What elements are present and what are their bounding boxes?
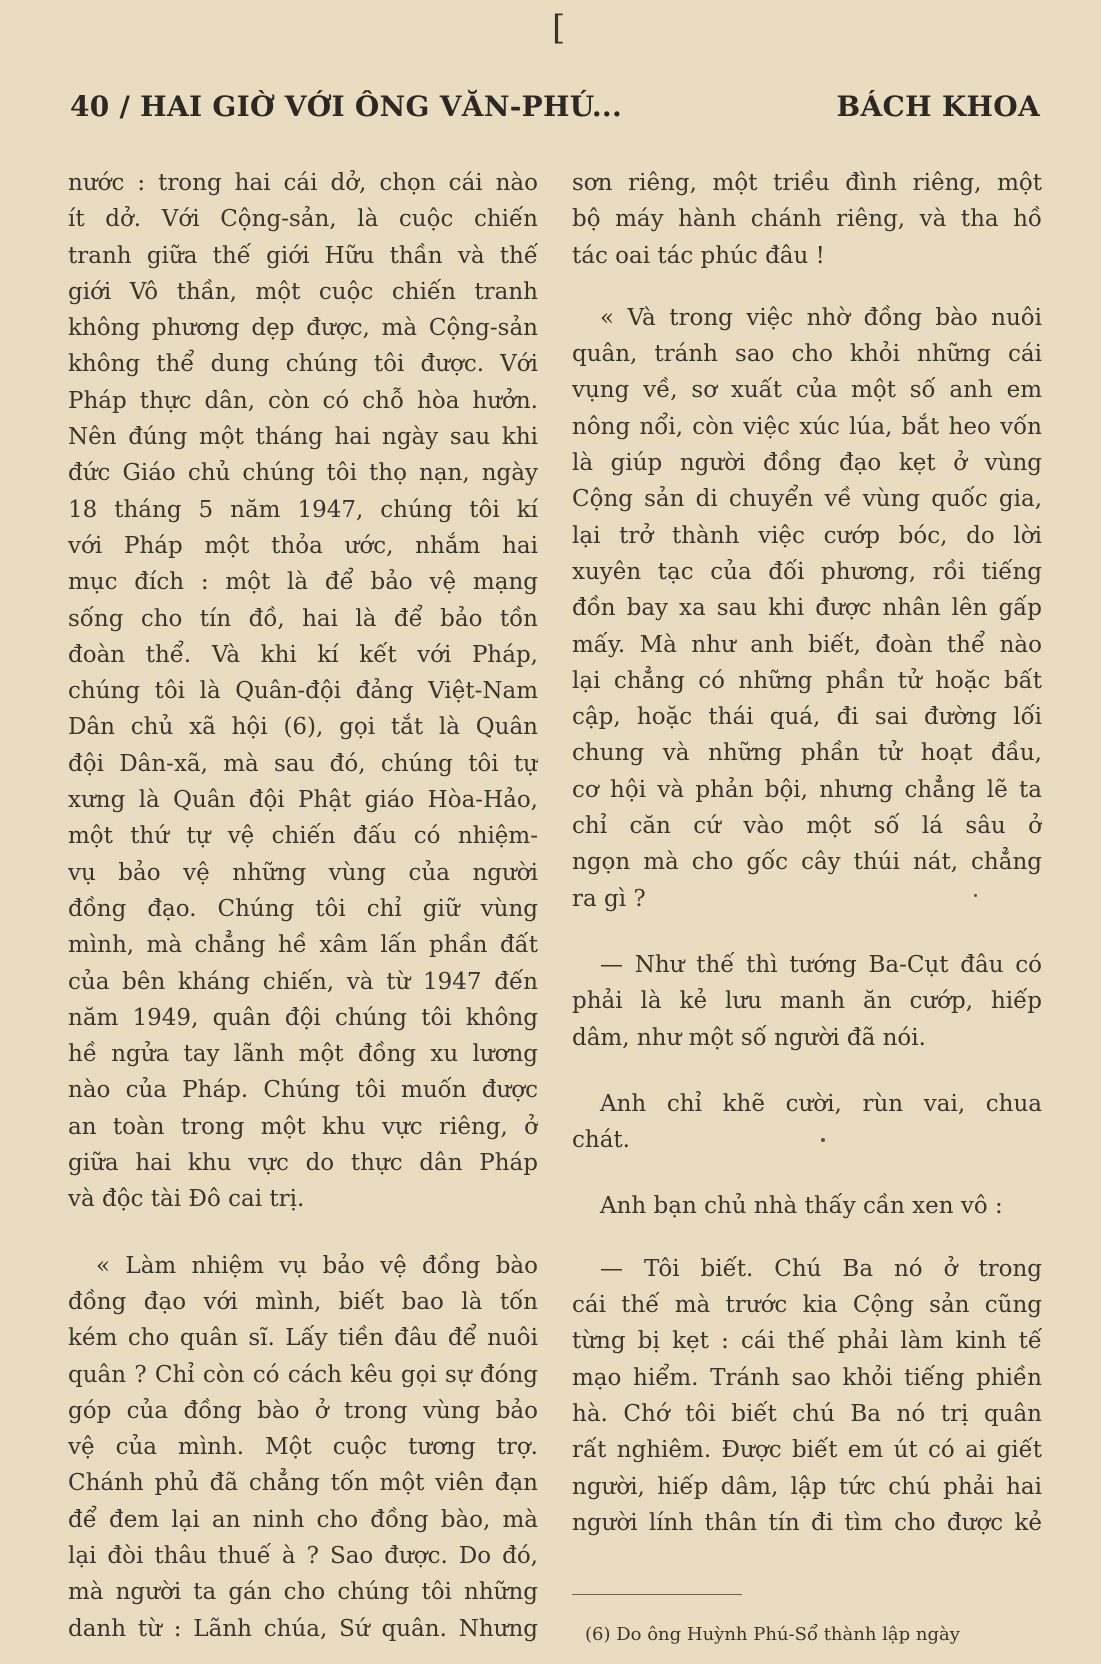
text-line: Anh bạn chủ nhà thấy cần xen vô :: [600, 1193, 1003, 1220]
text-line: nông nổi, còn việc xúc lúa, bắt heo vốn: [572, 413, 1042, 440]
text-line: mình, mà chẳng hề xâm lấn phần đất: [68, 932, 538, 959]
text-line: tranh giữa thế giới Hữu thần và thế: [68, 242, 538, 269]
text-line: lại trở thành việc cướp bóc, do lời: [572, 522, 1042, 549]
right-text-column: [572, 165, 1042, 1541]
text-line: đồn bay xa sau khi được nhân lên gấp: [572, 595, 1042, 622]
text-line: một thứ tự vệ chiến đấu có nhiệm-: [68, 823, 538, 850]
text-line: 18 tháng 5 năm 1947, chúng tôi kí: [68, 496, 538, 523]
paragraph-gap: [572, 1158, 1042, 1188]
text-line: sống cho tín đồ, hai là để bảo tồn: [68, 605, 538, 632]
text-line: Chánh phủ đã chẳng tốn một viên đạn: [68, 1470, 538, 1497]
text-line: phải là kẻ lưu manh ăn cướp, hiếp: [572, 988, 1042, 1015]
text-line: — Như thế thì tướng Ba-Cụt đâu có: [600, 951, 1042, 978]
text-line: « Và trong việc nhờ đồng bào nuôi: [600, 304, 1042, 331]
text-line: đồng đạo với mình, biết bao là tốn: [68, 1288, 538, 1315]
text-line: mấy. Mà như anh biết, đoàn thể nào: [572, 631, 1042, 658]
print-speck: [821, 1138, 825, 1142]
text-line: chúng tôi là Quân-đội đảng Việt-Nam: [68, 678, 538, 705]
text-line: ra gì ?: [572, 885, 646, 912]
header-publication-name: BÁCH KHOA: [836, 90, 1040, 123]
text-line: cơ hội và phản bội, nhưng chẳng lẽ ta: [572, 776, 1042, 803]
text-line: kém cho quân sĩ. Lấy tiền đâu để nuôi: [68, 1325, 538, 1352]
text-line: — Tôi biết. Chú Ba nó ở trong: [600, 1255, 1042, 1282]
text-line: người lính thân tín đi tìm cho được kẻ: [572, 1509, 1042, 1536]
paragraph-gap: [572, 274, 1042, 300]
text-line: năm 1949, quân đội chúng tôi không: [68, 1004, 538, 1031]
text-line: Nên đúng một tháng hai ngày sau khi: [68, 424, 538, 451]
text-line: mạo hiểm. Tránh sao khỏi tiếng phiền: [572, 1364, 1042, 1391]
text-line: người, hiếp dâm, lập tức chú phải hai: [572, 1473, 1042, 1500]
text-line: vụ bảo vệ những vùng của người: [68, 859, 538, 886]
text-line: của bên kháng chiến, và từ 1947 đến: [68, 968, 538, 995]
text-line: giới Vô thần, một cuộc chiến tranh: [68, 278, 538, 305]
text-line: sơn riêng, một triều đình riêng, một: [572, 170, 1042, 196]
text-line: an toàn trong một khu vực riêng, ở: [68, 1113, 538, 1140]
text-line: cái thế mà trước kia Cộng sản cũng: [572, 1292, 1042, 1319]
text-line: vụng về, sơ xuất của một số anh em: [572, 377, 1042, 404]
paragraph-gap: [572, 1056, 1042, 1086]
text-line: Cộng sản di chuyển về vùng quốc gia,: [572, 486, 1042, 513]
text-line: cập, hoặc thái quá, đi sai đường lối: [572, 704, 1042, 731]
text-line: ít dở. Với Cộng-sản, là cuộc chiến: [68, 206, 538, 233]
left-text-column: [68, 165, 538, 1647]
paragraph-gap: [572, 1225, 1042, 1251]
text-line: quân, tránh sao cho khỏi những cái: [572, 341, 1042, 368]
text-line: đoàn thể. Và khi kí kết với Pháp,: [68, 641, 538, 668]
text-line: để đem lại an ninh cho đồng bào, mà: [68, 1506, 538, 1533]
text-line: dâm, như một số người đã nói.: [572, 1024, 926, 1051]
text-line: chung và những phần tử hoạt đầu,: [572, 740, 1042, 767]
text-line: hề ngửa tay lãnh một đồng xu lương: [68, 1041, 538, 1068]
running-header: [70, 90, 1040, 134]
text-line: chát.: [572, 1127, 630, 1154]
text-line: bộ máy hành chánh riêng, và tha hồ: [572, 206, 1042, 233]
text-line: quân ? Chỉ còn có cách kêu gọi sự đóng: [68, 1361, 538, 1388]
text-line: Dân chủ xã hội (6), gọi tắt là Quân: [68, 714, 538, 741]
footnote-text: (6) Do ông Huỳnh Phú-Sổ thành lập ngày: [585, 1624, 960, 1645]
text-line: hà. Chớ tôi biết chú Ba nó trị quân: [572, 1400, 1042, 1427]
footnote-divider: [572, 1594, 742, 1595]
text-line: lại đòi thâu thuế à ? Sao được. Do đó,: [68, 1542, 538, 1569]
text-line: không phương dẹp được, mà Cộng-sản: [68, 315, 538, 342]
text-line: không thể dung chúng tôi được. Với: [68, 351, 538, 378]
text-line: « Làm nhiệm vụ bảo vệ đồng bào: [96, 1252, 538, 1279]
text-line: với Pháp một thỏa ước, nhắm hai: [68, 532, 538, 559]
text-line: mà người ta gán cho chúng tôi những: [68, 1579, 538, 1606]
paragraph-gap: [68, 1218, 538, 1248]
text-line: nào của Pháp. Chúng tôi muốn được: [68, 1077, 538, 1104]
text-line: từng bị kẹt : cái thế phải làm kinh tế: [572, 1328, 1042, 1355]
text-line: danh từ : Lãnh chúa, Sứ quân. Nhưng: [68, 1615, 538, 1642]
text-line: tác oai tác phúc đâu !: [572, 242, 825, 269]
top-bracket-mark: [: [552, 8, 566, 48]
print-speck: [974, 894, 977, 897]
text-line: là giúp người đồng đạo kẹt ở vùng: [572, 450, 1042, 477]
text-line: đức Giáo chủ chúng tôi thọ nạn, ngày: [68, 460, 538, 487]
text-line: ngọn mà cho gốc cây thúi nát, chẳng: [572, 849, 1042, 876]
text-line: chỉ căn cứ vào một số lá sâu ở: [572, 813, 1042, 840]
text-line: xuyên tạc của đối phương, rồi tiếng: [572, 558, 1042, 585]
text-line: giữa hai khu vực do thực dân Pháp: [68, 1150, 538, 1177]
text-line: vệ của mình. Một cuộc tương trợ.: [68, 1434, 538, 1461]
text-line: góp của đồng bào ở trong vùng bảo: [68, 1397, 538, 1424]
text-line: nước : trong hai cái dở, chọn cái nào: [68, 170, 538, 196]
text-line: Pháp thực dân, còn có chỗ hòa hưởn.: [68, 387, 538, 414]
text-line: và độc tài Đô cai trị.: [68, 1186, 305, 1213]
text-line: Anh chỉ khẽ cười, rùn vai, chua: [600, 1090, 1042, 1117]
text-line: rất nghiêm. Được biết em út có ai giết: [572, 1437, 1042, 1464]
text-line: lại chẳng có những phần tử hoặc bất: [572, 667, 1042, 694]
text-line: xưng là Quân đội Phật giáo Hòa-Hảo,: [68, 787, 538, 814]
paragraph-gap: [572, 917, 1042, 947]
header-page-title: 40 / HAI GIỜ VỚI ÔNG VĂN-PHÚ...: [70, 90, 623, 123]
text-line: mục đích : một là để bảo vệ mạng: [68, 569, 538, 596]
text-line: đội Dân-xã, mà sau đó, chúng tôi tự: [68, 750, 538, 777]
text-line: đồng đạo. Chúng tôi chỉ giữ vùng: [68, 895, 538, 922]
